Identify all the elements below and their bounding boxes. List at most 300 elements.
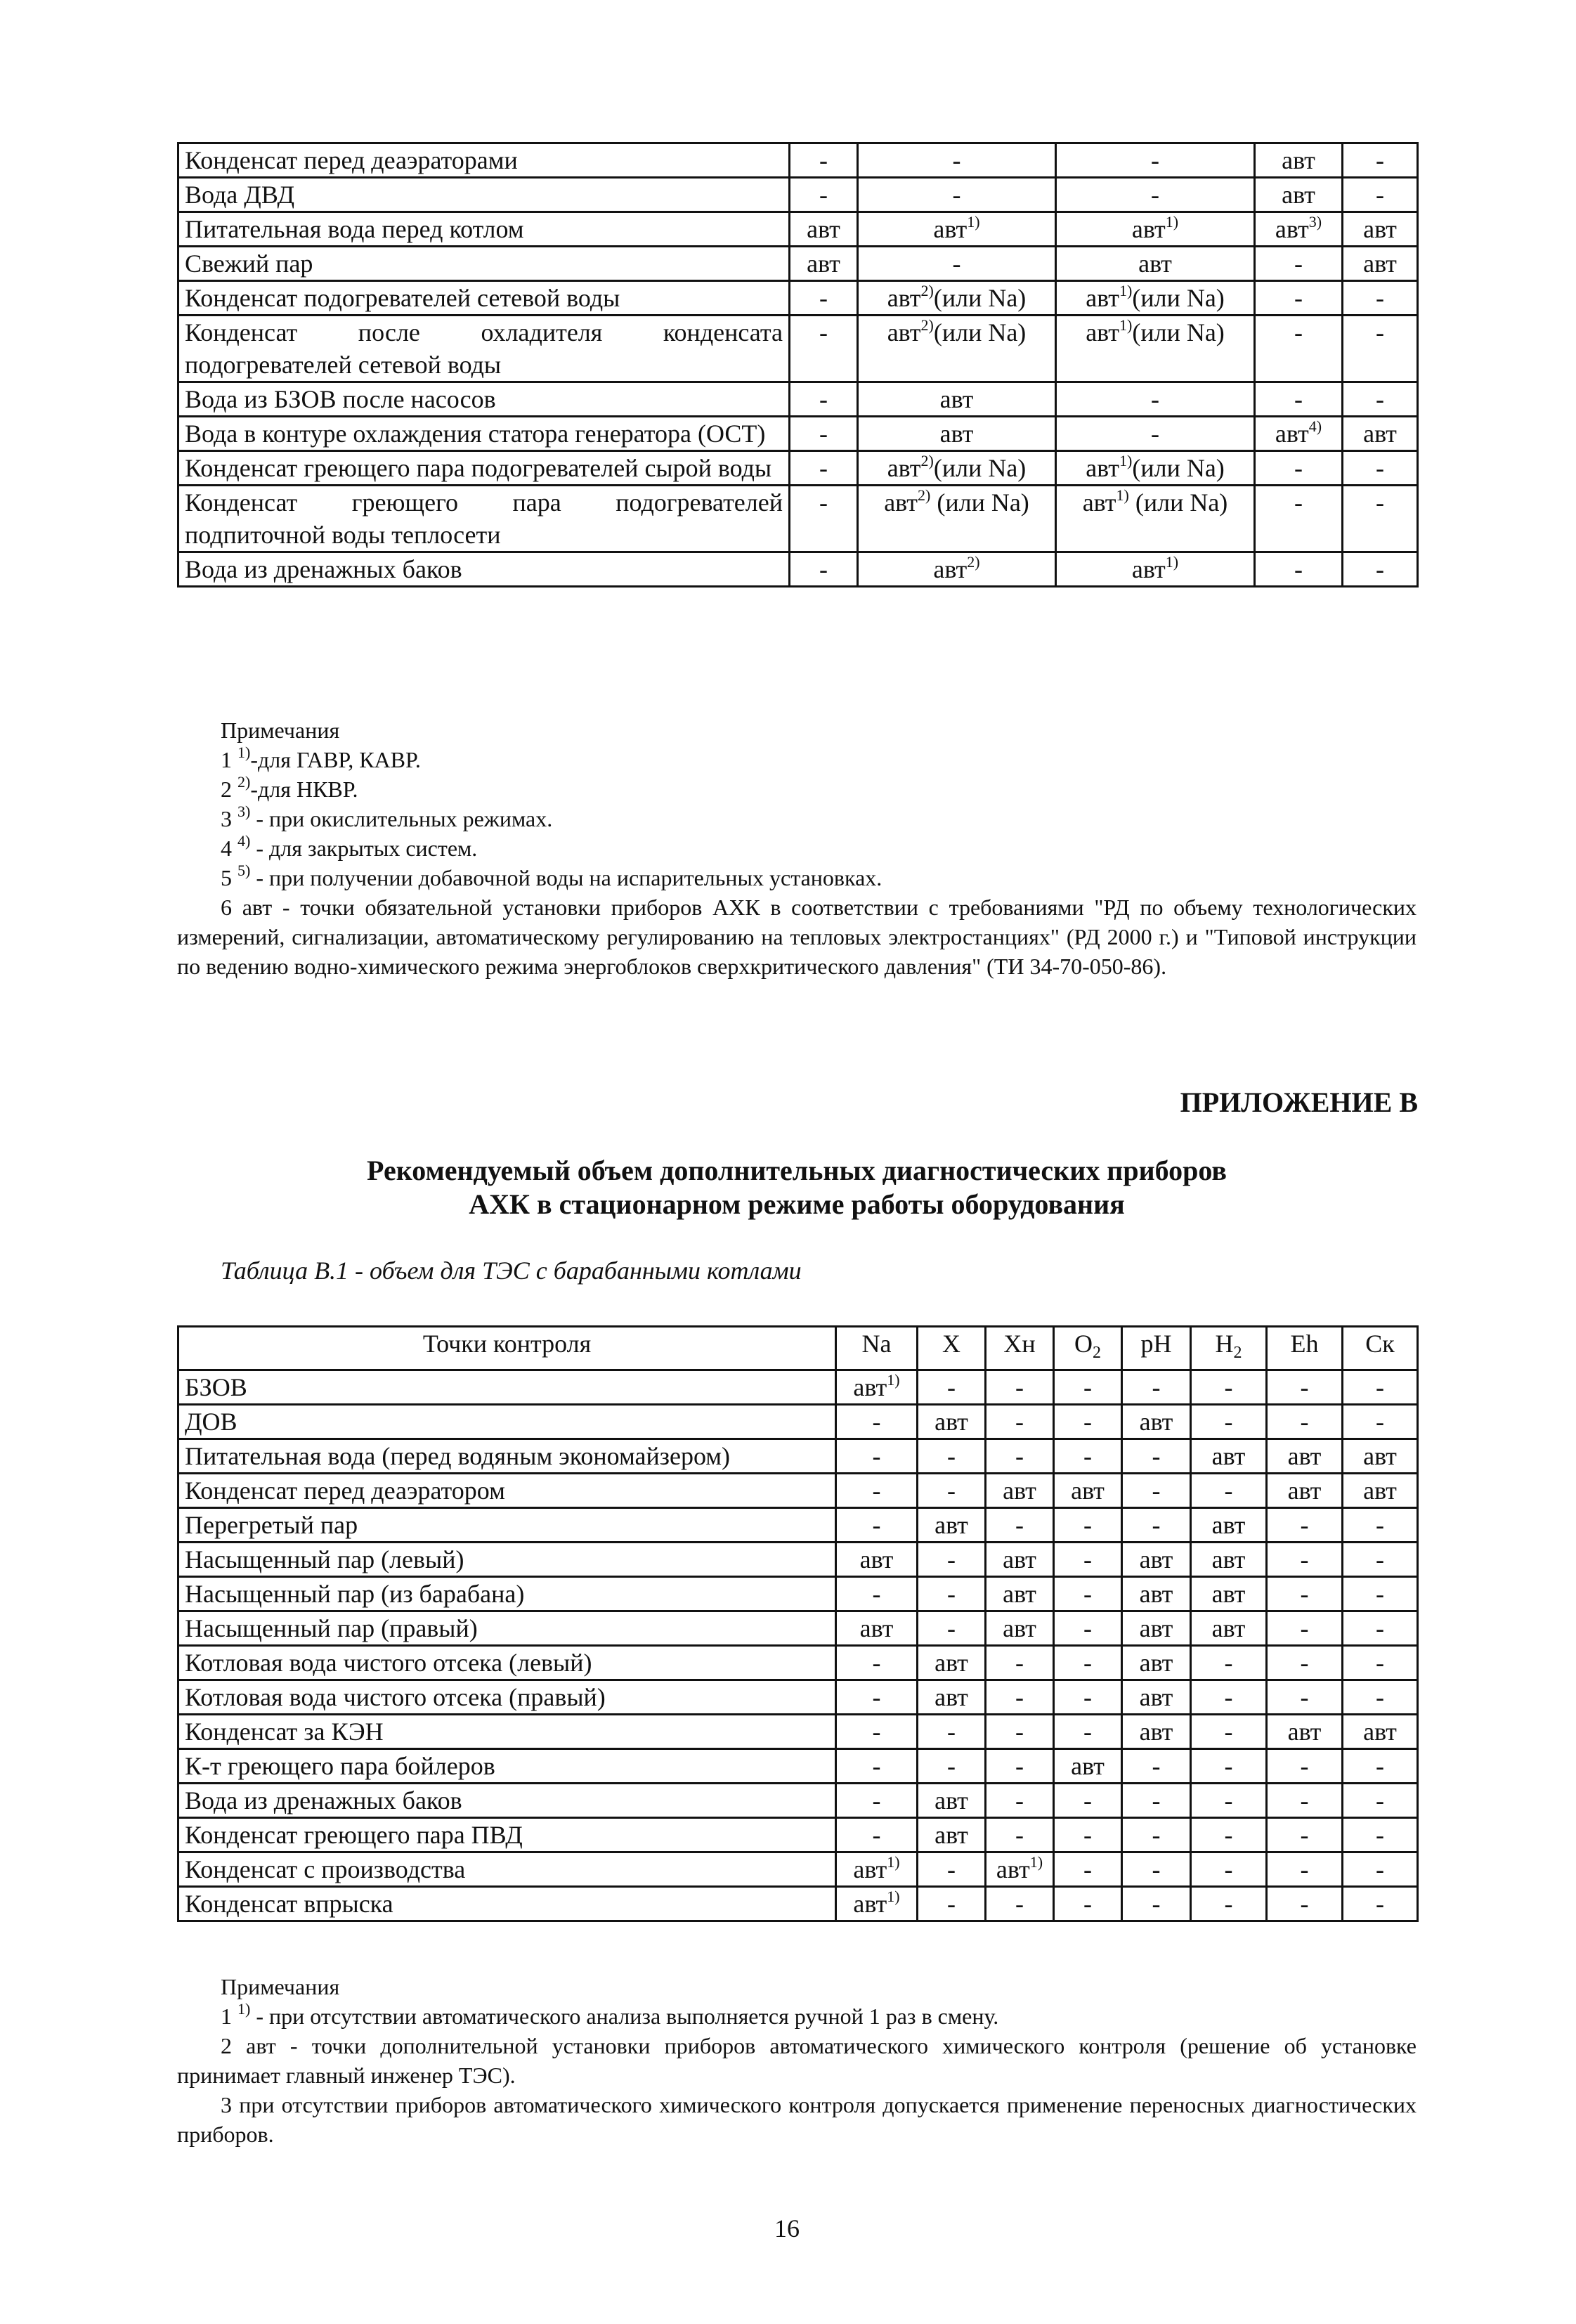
cell-value: - <box>1083 1373 1092 1402</box>
table-cell <box>1191 1405 1267 1439</box>
cell-value: - <box>1224 1683 1233 1712</box>
cell-value: - <box>819 488 828 517</box>
footnote-marker: 1) <box>1165 213 1179 231</box>
cell-value: - <box>1376 1890 1384 1919</box>
cell-value: - <box>1224 1649 1233 1677</box>
table-cell <box>1343 1577 1418 1611</box>
cell-value: - <box>1224 1476 1233 1505</box>
cell-value: - <box>1152 1442 1161 1471</box>
cell-value: авт <box>1282 181 1315 209</box>
footnote-marker: 1) <box>1119 316 1133 334</box>
table-cell <box>1056 451 1255 486</box>
note-number: 4 <box>221 836 237 861</box>
cell-value: - <box>1015 1890 1024 1919</box>
table-cell <box>1122 1887 1191 1921</box>
row-label: Конденсат с производства <box>178 1852 836 1887</box>
table-cell <box>1343 1784 1418 1818</box>
table-cell <box>1054 1508 1122 1543</box>
cell-value: pH <box>1140 1330 1172 1358</box>
table-cell <box>1267 1439 1343 1474</box>
table-cell <box>1122 1646 1191 1680</box>
table-cell <box>1191 1439 1267 1474</box>
cell-value: - <box>1300 1511 1309 1540</box>
table-cell <box>1056 178 1255 212</box>
cell-value: авт <box>1086 284 1120 312</box>
cell-value: авт <box>887 454 921 482</box>
table-cell <box>1267 1749 1343 1784</box>
table-cell <box>918 1543 986 1577</box>
table-cell <box>1343 1749 1418 1784</box>
cell-value: - <box>1083 1890 1092 1919</box>
table-cell <box>986 1818 1054 1852</box>
table-cell <box>1054 1543 1122 1577</box>
table-cell <box>986 1474 1054 1508</box>
table-cell <box>1343 316 1418 382</box>
cell-value: авт <box>1003 1545 1036 1574</box>
cell-value: - <box>1083 1786 1092 1815</box>
cell-qualifier: (или Na) <box>1132 318 1225 346</box>
cell-value: - <box>1300 1614 1309 1643</box>
column-header: Точки контроля <box>178 1327 836 1370</box>
table-header-row <box>178 1327 1418 1370</box>
table-row <box>178 1784 1418 1818</box>
cell-value: авт <box>887 318 921 346</box>
table-cell <box>1056 486 1255 552</box>
appendix-heading <box>177 1154 1417 1221</box>
cell-value: авт <box>1071 1476 1105 1505</box>
cell-value: авт <box>1139 1408 1173 1436</box>
cell-value: авт <box>1282 146 1315 174</box>
table-cell <box>918 1439 986 1474</box>
subscript: 2 <box>1233 1344 1242 1363</box>
footnote-marker: 4) <box>1308 417 1322 435</box>
notes-title: Примечания <box>221 718 340 743</box>
table-cell <box>836 1852 918 1887</box>
table-cell <box>1343 1405 1418 1439</box>
note-1 <box>177 745 1417 774</box>
cell-value: авт <box>1131 215 1166 243</box>
cell-value: - <box>1376 385 1384 413</box>
cell-value: авт <box>1139 1614 1173 1643</box>
page-number: 16 <box>774 2214 800 2242</box>
cell-value: - <box>952 249 961 278</box>
cell-value: авт <box>1003 1614 1036 1643</box>
footnote-marker: 1) <box>967 213 980 231</box>
cell-value: - <box>1300 1683 1309 1712</box>
row-label: БЗОВ <box>178 1370 836 1405</box>
cell-value: - <box>1300 1855 1309 1884</box>
cell-value: - <box>1294 284 1303 312</box>
cell-value: X <box>942 1330 960 1358</box>
cell-value: - <box>1152 1752 1161 1781</box>
cell-value: - <box>1015 1718 1024 1746</box>
row-label: Вода в контуре охлаждения статора генератора (ОСТ) <box>178 417 790 451</box>
cell-value: авт <box>934 1821 968 1850</box>
cell-value: авт <box>1131 555 1166 583</box>
cell-qualifier: (или Na) <box>933 318 1027 346</box>
subscript: 2 <box>1093 1344 1101 1363</box>
cell-value: авт <box>939 420 974 448</box>
row-label: Конденсат греющего пара подогревателей сырой воды <box>178 451 790 486</box>
cell-value: - <box>1376 454 1384 482</box>
table-cell <box>986 1680 1054 1715</box>
cell-value: авт <box>933 555 968 583</box>
cell-value: - <box>872 1408 881 1436</box>
table-cell <box>1122 1784 1191 1818</box>
row-label: Питательная вода перед котлом <box>178 212 790 247</box>
cell-value: - <box>1015 1752 1024 1781</box>
table-row <box>178 486 1418 552</box>
cell-value: Eh <box>1290 1330 1319 1358</box>
cell-value: - <box>872 1786 881 1815</box>
row-label: Насыщенный пар (из барабана) <box>178 1577 836 1611</box>
footnote-marker: 1) <box>887 1371 900 1389</box>
row-label: Конденсат перед деаэраторами <box>178 143 790 178</box>
cell-value: авт <box>1071 1752 1105 1781</box>
table-cell <box>1343 1887 1418 1921</box>
table-cell <box>790 143 858 178</box>
table-row <box>178 1577 1418 1611</box>
table-cell <box>986 1577 1054 1611</box>
cell-value: - <box>947 1718 956 1746</box>
cell-qualifier: (или Na) <box>933 454 1027 482</box>
cell-value: - <box>1083 1649 1092 1677</box>
cell-value: авт <box>1363 249 1397 278</box>
footnote-marker: 4) <box>237 832 251 850</box>
footnote-marker: 1) <box>887 1888 900 1906</box>
note-6: 6 авт - точки обязательной установки приборов АХК в соответствии с требованиями "РД по объему технологических измерений, сигнализации, автоматическому регулированию на тепловых электростанциях" (РД 2000 г.) и "Типовой инструкции по ведению водно-химического режима энергоблоков сверхкритического давления" (ТИ 34-70-050-86). <box>177 895 1417 979</box>
cell-value: - <box>1015 1649 1024 1677</box>
table-row <box>178 1370 1418 1405</box>
table-cell <box>1056 382 1255 417</box>
table-cell <box>1343 1680 1418 1715</box>
cell-value: - <box>947 1442 956 1471</box>
notes2-item-1 <box>177 2001 1417 2031</box>
table-row <box>178 417 1418 451</box>
table-cell <box>1122 1405 1191 1439</box>
table-cell <box>1054 1646 1122 1680</box>
row-label: Насыщенный пар (левый) <box>178 1543 836 1577</box>
cell-value: - <box>1376 555 1384 583</box>
cell-value: - <box>872 1649 881 1677</box>
table-cell <box>790 247 858 281</box>
cell-value: - <box>819 454 828 482</box>
table-row <box>178 451 1418 486</box>
note-number: 2 <box>221 777 237 802</box>
table-cell <box>1122 1370 1191 1405</box>
cell-value: - <box>1083 1580 1092 1609</box>
table-cell <box>836 1370 918 1405</box>
table-cell <box>1267 1405 1343 1439</box>
table-cell <box>836 1577 918 1611</box>
footnote-marker: 2) <box>967 553 980 571</box>
cell-value: авт <box>934 1511 968 1540</box>
table-cell <box>918 1818 986 1852</box>
cell-value: - <box>1294 385 1303 413</box>
cell-value: - <box>1300 1786 1309 1815</box>
row-label: Конденсат подогревателей сетевой воды <box>178 281 790 316</box>
cell-value: - <box>1300 1752 1309 1781</box>
table-cell <box>1343 247 1418 281</box>
row-label: Перегретый пар <box>178 1508 836 1543</box>
table-cell <box>918 1405 986 1439</box>
cell-value: - <box>947 1752 956 1781</box>
cell-value: - <box>1152 1476 1161 1505</box>
cell-qualifier: (или Na) <box>933 284 1027 312</box>
cell-value: - <box>1376 318 1384 346</box>
note-number: 1 <box>221 2004 237 2029</box>
table-cell <box>858 451 1056 486</box>
table-row <box>178 1405 1418 1439</box>
table-cell <box>836 1405 918 1439</box>
note-text: -для ГАВР, КАВР. <box>250 747 421 772</box>
footnote-marker: 2) <box>920 452 934 469</box>
cell-value: - <box>1300 1649 1309 1677</box>
table-cell <box>1191 1852 1267 1887</box>
table-cell <box>1054 1405 1122 1439</box>
cell-value: - <box>819 318 828 346</box>
table-cell <box>1343 486 1418 552</box>
cell-value: - <box>872 1752 881 1781</box>
cell-value: авт <box>996 1855 1030 1884</box>
cell-value: - <box>872 1442 881 1471</box>
table-row <box>178 212 1418 247</box>
table-cell <box>986 1370 1054 1405</box>
table-cell <box>1056 417 1255 451</box>
table-row <box>178 1887 1418 1921</box>
table-cell <box>1191 1715 1267 1749</box>
table-cell <box>1343 1852 1418 1887</box>
cell-qualifier: (или Na) <box>930 488 1029 517</box>
table-cell <box>836 1680 918 1715</box>
cell-value: авт <box>887 284 921 312</box>
table-cell <box>1343 1818 1418 1852</box>
table-cell <box>1191 1474 1267 1508</box>
cell-value: авт <box>1363 1442 1397 1471</box>
table-cell <box>836 1749 918 1784</box>
cell-value: - <box>1083 1683 1092 1712</box>
table-cell <box>1056 247 1255 281</box>
footnote-marker: 1) <box>887 1853 900 1871</box>
table-cell <box>836 1508 918 1543</box>
table-cell <box>1191 1646 1267 1680</box>
table-cell <box>986 1405 1054 1439</box>
column-header <box>836 1327 918 1370</box>
table-caption: Таблица В.1 - объем для ТЭС с барабанными котлами <box>221 1257 802 1285</box>
cell-value: авт <box>1139 1718 1173 1746</box>
table-cell <box>986 1543 1054 1577</box>
cell-value: - <box>1224 1821 1233 1850</box>
table-cell <box>1343 1474 1418 1508</box>
cell-value: - <box>1376 1683 1384 1712</box>
cell-value: - <box>872 1580 881 1609</box>
cell-value: - <box>819 420 828 448</box>
cell-value: - <box>1376 1614 1384 1643</box>
table-cell <box>1255 281 1343 316</box>
cell-value: - <box>1300 1890 1309 1919</box>
cell-value: - <box>947 1580 956 1609</box>
cell-value: - <box>1083 1408 1092 1436</box>
cell-value: авт <box>934 1649 968 1677</box>
table-cell <box>836 1646 918 1680</box>
table-cell <box>836 1784 918 1818</box>
notes2-item-3: 3 при отсутствии приборов автоматического химического контроля допускается применение переносных диагностических приборов. <box>177 2092 1417 2147</box>
table-cell <box>918 1508 986 1543</box>
table-cell <box>1255 178 1343 212</box>
cell-value: авт <box>1287 1442 1322 1471</box>
table-cell <box>986 1439 1054 1474</box>
cell-value: авт <box>1211 1511 1246 1540</box>
cell-value: - <box>1015 1683 1024 1712</box>
row-label: Конденсат за КЭН <box>178 1715 836 1749</box>
note-text: - при окислительных режимах. <box>250 806 553 831</box>
cell-value: - <box>947 1614 956 1643</box>
cell-value: - <box>947 1476 956 1505</box>
table-cell <box>1054 1818 1122 1852</box>
cell-value: - <box>1083 1614 1092 1643</box>
row-label: Конденсат греющего пара ПВД <box>178 1818 836 1852</box>
table-row <box>178 143 1418 178</box>
cell-qualifier: (или Na) <box>1128 488 1228 517</box>
column-header <box>986 1327 1054 1370</box>
table-cell <box>1054 1887 1122 1921</box>
table-cell <box>790 417 858 451</box>
table-cell <box>1255 316 1343 382</box>
table-cell <box>1122 1715 1191 1749</box>
cell-value: - <box>1015 1821 1024 1850</box>
row-label: ДОВ <box>178 1405 836 1439</box>
table-cell <box>1056 552 1255 587</box>
table-cell <box>790 212 858 247</box>
cell-value: - <box>952 146 961 174</box>
table-cell <box>836 1543 918 1577</box>
cell-value: - <box>1376 146 1384 174</box>
cell-value: - <box>872 1718 881 1746</box>
cell-value: - <box>1300 1408 1309 1436</box>
table-row <box>178 1543 1418 1577</box>
row-label: Вода ДВД <box>178 178 790 212</box>
table-cell <box>1054 1749 1122 1784</box>
table-row <box>178 1818 1418 1852</box>
cell-value: авт <box>1363 420 1397 448</box>
row-label: Конденсат перед деаэратором <box>178 1474 836 1508</box>
cell-value: авт <box>859 1545 894 1574</box>
table-row <box>178 552 1418 587</box>
cell-value: авт <box>1275 215 1309 243</box>
cell-value: авт <box>1139 1545 1173 1574</box>
table-cell <box>986 1887 1054 1921</box>
cell-value: - <box>1294 249 1303 278</box>
cell-qualifier: (или Na) <box>1132 454 1225 482</box>
row-label: Питательная вода (перед водяным экономайзером) <box>178 1439 836 1474</box>
footnote-marker: 2) <box>237 773 251 791</box>
table-cell <box>1191 1508 1267 1543</box>
table-row <box>178 1852 1418 1887</box>
table-cell <box>918 1577 986 1611</box>
cell-value: - <box>1083 1821 1092 1850</box>
cell-value: - <box>1376 1408 1384 1436</box>
row-label: Котловая вода чистого отсека (левый) <box>178 1646 836 1680</box>
cell-value: - <box>1152 1821 1161 1850</box>
table-row <box>178 382 1418 417</box>
cell-value: - <box>1376 1580 1384 1609</box>
cell-value: авт <box>1363 1718 1397 1746</box>
cell-value: Хн <box>1003 1330 1036 1358</box>
table-cell <box>836 1439 918 1474</box>
row-label: Конденсат греющего пара подогревателей подпиточной воды теплосети <box>178 486 790 552</box>
row-label: Конденсат после охладителя конденсата подогревателей сетевой воды <box>178 316 790 382</box>
cell-value: - <box>819 284 828 312</box>
cell-value: - <box>1294 555 1303 583</box>
heading-line-1: Рекомендуемый объем дополнительных диагностических приборов <box>367 1155 1227 1186</box>
footnote-marker: 1) <box>1116 486 1129 504</box>
table-cell <box>1267 1680 1343 1715</box>
table-cell <box>1267 1818 1343 1852</box>
cell-value: авт <box>807 249 840 278</box>
note-text: - при получении добавочной воды на испарительных установках. <box>250 865 883 890</box>
table-cell <box>858 382 1056 417</box>
cell-value: - <box>1224 1408 1233 1436</box>
table-cell <box>986 1611 1054 1646</box>
footnote-marker: 1) <box>237 2000 251 2018</box>
cell-value: авт <box>939 385 974 413</box>
cell-value: - <box>1376 1545 1384 1574</box>
row-label: Свежий пар <box>178 247 790 281</box>
table-cell <box>918 1680 986 1715</box>
cell-value: - <box>1376 1786 1384 1815</box>
cell-value: - <box>819 555 828 583</box>
table-cell <box>790 316 858 382</box>
cell-value: авт <box>934 1786 968 1815</box>
table-cell <box>1255 486 1343 552</box>
cell-value: авт <box>1003 1580 1036 1609</box>
table-cell <box>1191 1611 1267 1646</box>
table-row <box>178 247 1418 281</box>
cell-value: - <box>1015 1373 1024 1402</box>
table-row <box>178 1715 1418 1749</box>
table-row <box>178 1646 1418 1680</box>
cell-value: авт <box>884 488 918 517</box>
table-cell <box>1255 451 1343 486</box>
table-cell <box>1343 1715 1418 1749</box>
footnote-marker: 5) <box>237 862 251 880</box>
table-cell <box>986 1508 1054 1543</box>
row-label: К-т греющего пара бойлеров <box>178 1749 836 1784</box>
cell-value: авт <box>853 1373 887 1402</box>
table-cell <box>858 316 1056 382</box>
table-cell <box>1122 1508 1191 1543</box>
table-cell <box>1255 417 1343 451</box>
cell-value: - <box>952 181 961 209</box>
table-row <box>178 1680 1418 1715</box>
cell-value: - <box>1083 1545 1092 1574</box>
table-cell <box>1267 1370 1343 1405</box>
table-row <box>178 1749 1418 1784</box>
cell-value: - <box>1376 1373 1384 1402</box>
table-cell <box>790 552 858 587</box>
row-label: Конденсат впрыска <box>178 1887 836 1921</box>
table-cell <box>836 1715 918 1749</box>
table-cell <box>1191 1784 1267 1818</box>
cell-value: - <box>819 181 828 209</box>
cell-value: - <box>1376 1511 1384 1540</box>
cell-value: авт <box>1082 488 1116 517</box>
table-row <box>178 281 1418 316</box>
table-cell <box>1267 1543 1343 1577</box>
table-cell <box>790 486 858 552</box>
column-header <box>1122 1327 1191 1370</box>
cell-value: авт <box>859 1614 894 1643</box>
